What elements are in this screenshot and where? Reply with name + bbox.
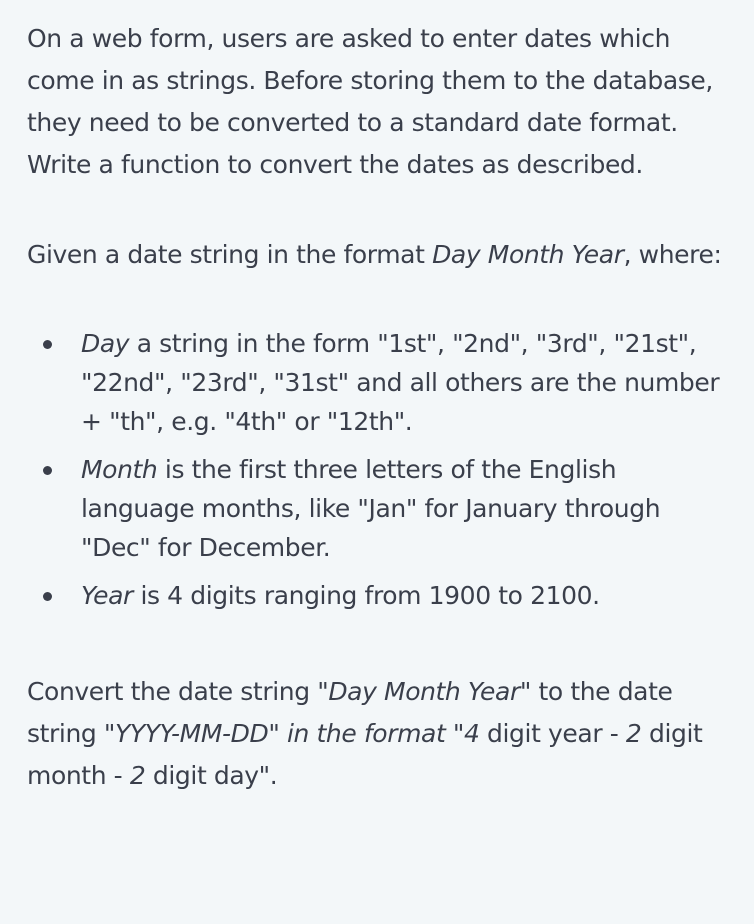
component-list <box>27 324 730 615</box>
list-term: Day <box>81 329 130 358</box>
list-text: is 4 digits ranging from 1900 to 2100. <box>132 581 600 610</box>
convert-emphasis: 2 <box>129 761 146 790</box>
list-text: a string in the form "1st", "2nd", "3rd", "21st", "22nd", "23rd", "31st" and all others are the number + "th", e.g. "4th" or "12th". <box>81 329 720 436</box>
format-paragraph <box>27 234 730 276</box>
list-item-month <box>27 450 730 567</box>
list-term: Month <box>81 455 158 484</box>
bullet-icon <box>43 592 52 601</box>
list-item-day <box>27 324 730 441</box>
convert-text: digit year - <box>479 719 626 748</box>
convert-text: digit day". <box>145 761 278 790</box>
intro-paragraph: On a web form, users are asked to enter dates which come in as strings. Before storing them to the database, they need to be converted to a standard date format. Write a function to convert the dates as described. <box>27 24 713 179</box>
list-term: Year <box>81 581 133 610</box>
bullet-icon <box>43 466 52 475</box>
bullet-icon <box>43 340 52 349</box>
convert-text: " to the date string " <box>27 677 673 748</box>
convert-paragraph <box>27 671 730 797</box>
convert-emphasis: Day Month Year <box>328 677 520 706</box>
list-item-year <box>27 576 730 615</box>
convert-text: Convert the date string " <box>27 677 329 706</box>
format-text-after: , where: <box>623 240 722 269</box>
convert-emphasis: 2 <box>625 719 642 748</box>
format-emphasis: Day Month Year <box>432 240 624 269</box>
convert-emphasis: YYYY-MM-DD" in the format "4 <box>115 719 480 748</box>
convert-text: digit month - <box>27 719 703 790</box>
list-text: is the first three letters of the English language months, like "Jan" for January through "Dec" for December. <box>81 455 661 562</box>
format-text-before: Given a date string in the format <box>27 240 433 269</box>
